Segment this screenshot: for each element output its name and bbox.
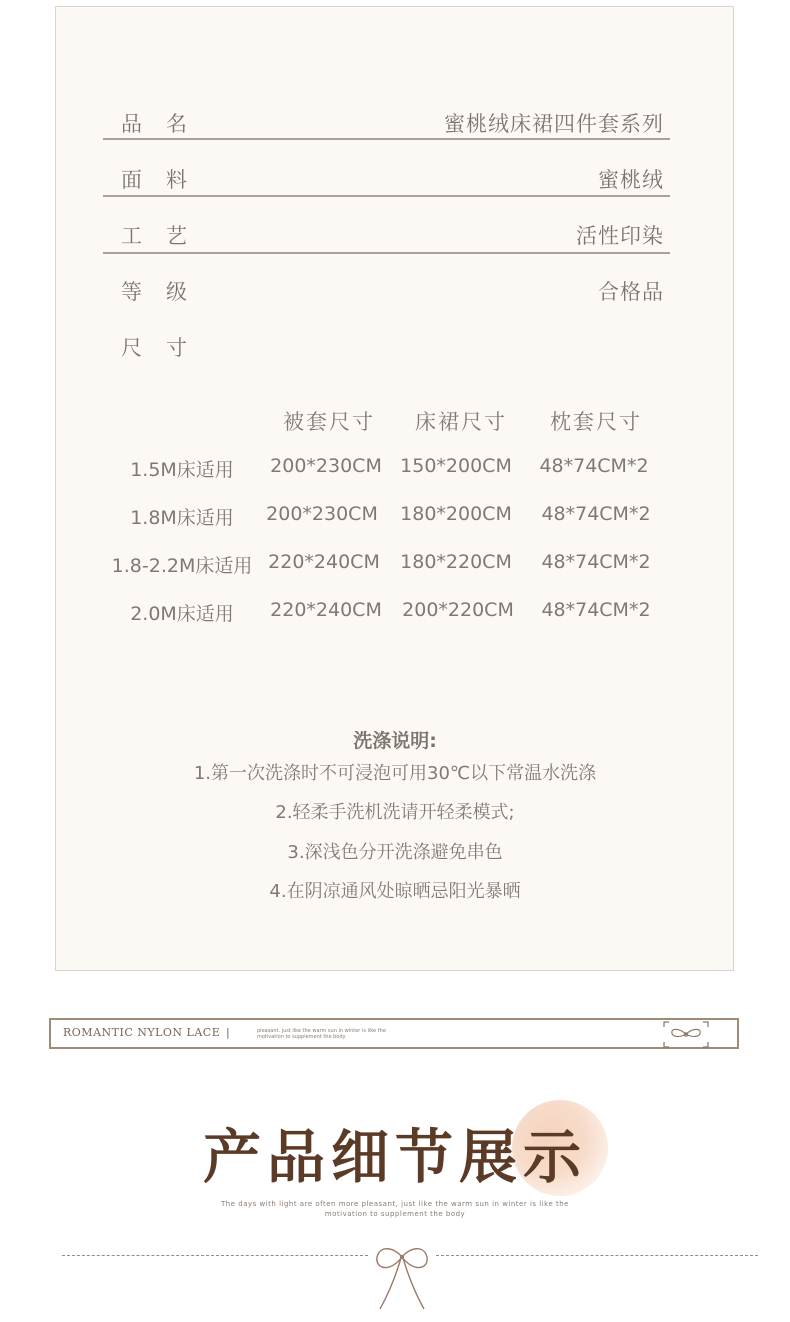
- lace-banner: [49, 1018, 739, 1049]
- spec-row-name: [103, 108, 670, 142]
- banner-subtitle-line: motivation to supplement the body: [257, 1034, 346, 1040]
- bed-size: 1.8-2.2M床适用: [111, 555, 253, 577]
- wash-instruction: 1.第一次洗涤时不可浸泡可用30℃以下常温水洗涤: [193, 763, 597, 784]
- spec-value: 蜜桃绒: [598, 168, 664, 192]
- bow-ribbon-icon: [370, 1243, 434, 1313]
- spec-label: 尺寸: [121, 336, 211, 360]
- size-header-skirt: 床裙尺寸: [415, 410, 507, 434]
- section-title: 产品细节展示: [202, 1123, 587, 1191]
- pillow-size: 48*74CM*2: [541, 503, 651, 525]
- section-subtitle: [200, 1199, 590, 1219]
- skirt-size: 200*220CM: [402, 599, 514, 621]
- divider: [103, 252, 670, 254]
- duvet-size: 200*230CM: [270, 455, 382, 477]
- divider: [103, 138, 670, 140]
- spec-row-fabric: [103, 164, 670, 198]
- banner-separator: |: [226, 1026, 230, 1039]
- banner-subtitle: [257, 1028, 437, 1040]
- product-info-card: [55, 6, 734, 971]
- skirt-size: 150*200CM: [400, 455, 512, 477]
- bed-size: 1.5M床适用: [130, 459, 234, 481]
- wash-instruction: 3.深浅色分开洗涤避免串色: [287, 842, 503, 863]
- size-header-pillow: 枕套尺寸: [550, 410, 642, 434]
- subtitle-line: motivation to supplement the body: [324, 1210, 466, 1218]
- wash-title: 洗涤说明:: [353, 730, 437, 752]
- spec-row-grade: [103, 276, 670, 310]
- skirt-size: 180*220CM: [400, 551, 512, 573]
- banner-subtitle-line: pleasant. just like the warm sun in winter is like the: [257, 1028, 386, 1034]
- banner-title: ROMANTIC NYLON LACE: [63, 1026, 221, 1039]
- wash-instruction: 2.轻柔手洗机洗请开轻柔模式;: [275, 802, 515, 823]
- spec-value: 合格品: [598, 280, 664, 304]
- bed-size: 2.0M床适用: [130, 603, 234, 625]
- duvet-size: 200*230CM: [266, 503, 378, 525]
- wash-instruction: 4.在阴凉通风处晾晒忌阳光暴晒: [269, 881, 521, 902]
- spec-value: 蜜桃绒床裙四件套系列: [444, 112, 664, 136]
- skirt-size: 180*200CM: [400, 503, 512, 525]
- spec-label: 品名: [121, 112, 211, 136]
- spec-label: 工艺: [121, 224, 211, 248]
- spec-value: 活性印染: [576, 224, 664, 248]
- bow-icon: [663, 1021, 709, 1048]
- spec-label: 等级: [121, 280, 211, 304]
- dashed-divider-right: [436, 1255, 758, 1256]
- spec-row-size: [103, 332, 670, 366]
- dashed-divider-left: [62, 1255, 368, 1256]
- spec-row-craft: [103, 220, 670, 254]
- pillow-size: 48*74CM*2: [541, 551, 651, 573]
- duvet-size: 220*240CM: [270, 599, 382, 621]
- spec-label: 面料: [121, 168, 211, 192]
- pillow-size: 48*74CM*2: [539, 455, 649, 477]
- subtitle-line: The days with light are often more pleasant, just like the warm sun in winter is like the: [221, 1200, 569, 1208]
- size-header-duvet: 被套尺寸: [283, 410, 375, 434]
- divider: [103, 195, 670, 197]
- pillow-size: 48*74CM*2: [541, 599, 651, 621]
- duvet-size: 220*240CM: [268, 551, 380, 573]
- bed-size: 1.8M床适用: [130, 507, 234, 529]
